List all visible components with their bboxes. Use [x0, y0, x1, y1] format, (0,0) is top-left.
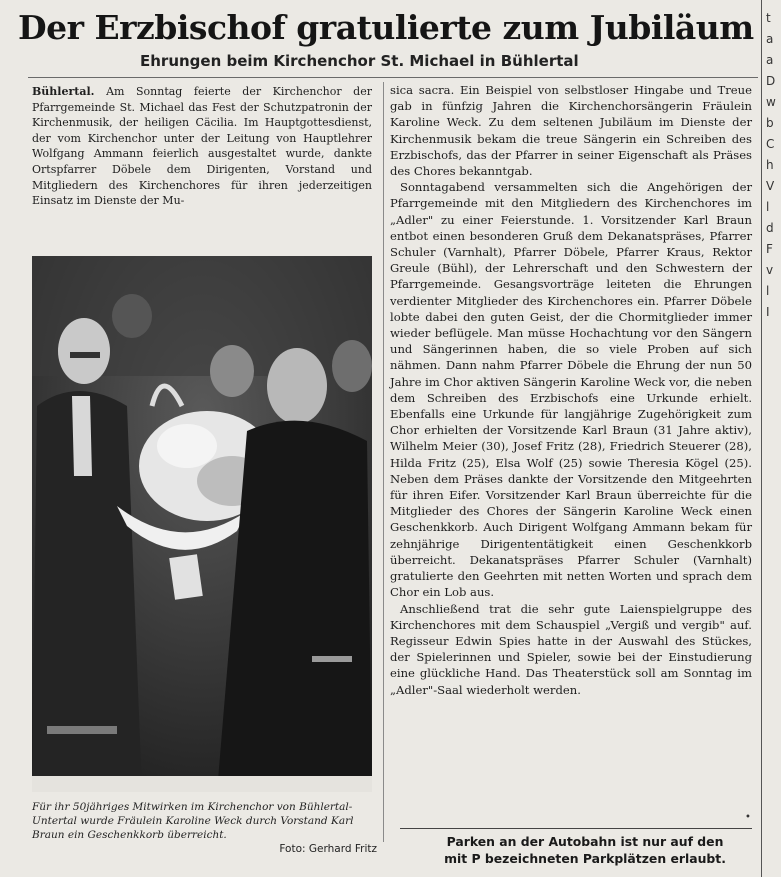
- parking-notice-line-1: Parken an der Autobahn ist nur auf den: [446, 834, 724, 849]
- notice-rule: [400, 828, 752, 829]
- adjacent-fragment: v: [766, 263, 774, 277]
- headline-rule: [28, 77, 758, 78]
- photo-image: [32, 256, 372, 792]
- subheadline: Ehrungen beim Kirchenchor St. Michael in Bühlertal: [140, 52, 579, 70]
- photo-credit: Foto: Gerhard Fritz: [279, 843, 377, 855]
- left-column-paragraph: [32, 84, 372, 209]
- adjacent-fragment: V: [766, 179, 775, 193]
- adjacent-fragment: d: [766, 221, 774, 235]
- adjacent-fragment: b: [766, 116, 774, 130]
- parking-notice: [420, 833, 750, 867]
- adjacent-fragment: I: [766, 305, 770, 319]
- right-column-paragraph-2: Sonntagabend versammelten sich die Angehörigen der Pfarrgemeinde mit den Mitgliedern des Kirchenchores im „Adler" zu einer Feierstunde. 1. Vorsitzender Karl Braun entbot einen besonderen Gruß dem Dekanatspräses, Pfarrer Schuler (Varnhalt), Pfarrer Döbele, Pfarrer Kraus, Rektor Greule (Bühl), der Lehrerschaft und den Schwestern der Pfarrgemeinde. Gesangsvorträge leiteten die Ehrungen verdienter Mitglieder des Kirchenchores ein. Pfarrer Döbele lobte dabei den guten Geist, der die Chormitglieder immer wieder beflügele. Man müsse Hochachtung vor den Sängern und Sängerinnen haben, die so viele Proben auf sich nähmen. Dann nahm Pfarrer Döbele die Ehrung der nun 50 Jahre im Chor aktiven Sängerin Karoline Weck vor, die neben dem Schreiben des Erzbischofs eine Urkunde erhielt. Ebenfalls eine Urkunde für langjährige Zugehörigkeit zum Chor erhielten der Vorsitzende Karl Braun (31 Jahre aktiv), Wilhelm Meier (30), Josef Fritz (28), Friedrich Steuerer (28), Hilda Fritz (25), Elsa Wolf (25) sowie Theresia Kögel (25). Neben dem Präses dankte der Vorsitzende den Mitgeehrten für ihren Eifer. Vorsitzender Karl Braun überreichte für die Mitglieder des Chores der Sängerin Karoline Weck einen Geschenkkorb. Auch Dirigent Wolfgang Ammann bekam für zehnjährige Dirigententätigkeit einen Geschenkkorb überreicht. Dekanatspräses Pfarrer Schuler (Varnhalt) gratulierte den Geehrten mit netten Worten und sprach dem Chor ein Lob aus.: [390, 180, 752, 600]
- right-column-paragraph-3: Anschließend trat die sehr gute Laienspielgruppe des Kirchenchores mit dem Schauspiel „Vergiß und vergib" auf. Regisseur Edwin Spies hatte in der Auswahl des Stückes, der Spielerinnen und Spieler, sowie bei der Einstudierung eine glückliche Hand. Das Theaterstück soll am Sonntag im „Adler"-Saal wiederholt werden.: [390, 601, 752, 697]
- page-edge-rule: [761, 0, 762, 877]
- end-mark: •: [745, 812, 751, 823]
- column-divider: [383, 82, 384, 842]
- adjacent-fragment: D: [766, 74, 776, 88]
- parking-notice-line-2: mit P bezeichneten Parkplätzen erlaubt.: [444, 851, 726, 866]
- adjacent-column-fragments: [766, 8, 780, 323]
- adjacent-fragment: l: [766, 284, 770, 298]
- adjacent-fragment: h: [766, 158, 774, 172]
- article-photo: [32, 256, 372, 792]
- right-column-paragraph-1: sica sacra. Ein Beispiel von selbstloser Hingabe und Treue gab in fünfzig Jahren die Kirchenchorsängerin Fräulein Karoline Weck. Zu dem seltenen Jubiläum im Dienste der Kirchenmusik bekam die treue Sängerin ein Schreiben des Erzbischofs, das der Pfarrer in seiner Eigenschaft als Präses des Chores bekanntgab.: [390, 83, 752, 179]
- adjacent-fragment: C: [766, 137, 775, 151]
- headline: Der Erzbischof gratulierte zum Jubiläum: [18, 8, 754, 47]
- adjacent-fragment: w: [766, 95, 776, 109]
- photo-caption: [32, 800, 377, 856]
- adjacent-fragment: l: [766, 200, 770, 214]
- adjacent-fragment: t: [766, 11, 771, 25]
- adjacent-fragment: a: [766, 32, 774, 46]
- left-column-text: Am Sonntag feierte der Kirchenchor der Pfarrgemeinde St. Michael das Fest der Schutzpatronin der Kirchenmusik, der heiligen Cäcilia. Im Hauptgottesdienst, der vom Kirchenchor unter der Leitung von Hauptlehrer Wolfgang Ammann feierlich ausgestaltet wurde, dankte Ortspfarrer Döbele dem Dirigenten, Vorstand und Mitgliedern des Kirchenchores für ihren jederzeitigen Einsatz im Dienste der Mu-: [32, 85, 372, 208]
- article-right-column: [390, 82, 752, 698]
- adjacent-fragment: F: [766, 242, 773, 256]
- photo-caption-text: Für ihr 50jähriges Mitwirken im Kirchenchor von Bühlertal-Untertal wurde Fräulein Karoline Weck durch Vorstand Karl Braun ein Geschenkkorb überreicht.: [32, 801, 354, 841]
- article-left-column: [32, 84, 372, 209]
- adjacent-fragment: a: [766, 53, 774, 67]
- dateline: Bühlertal.: [32, 85, 95, 98]
